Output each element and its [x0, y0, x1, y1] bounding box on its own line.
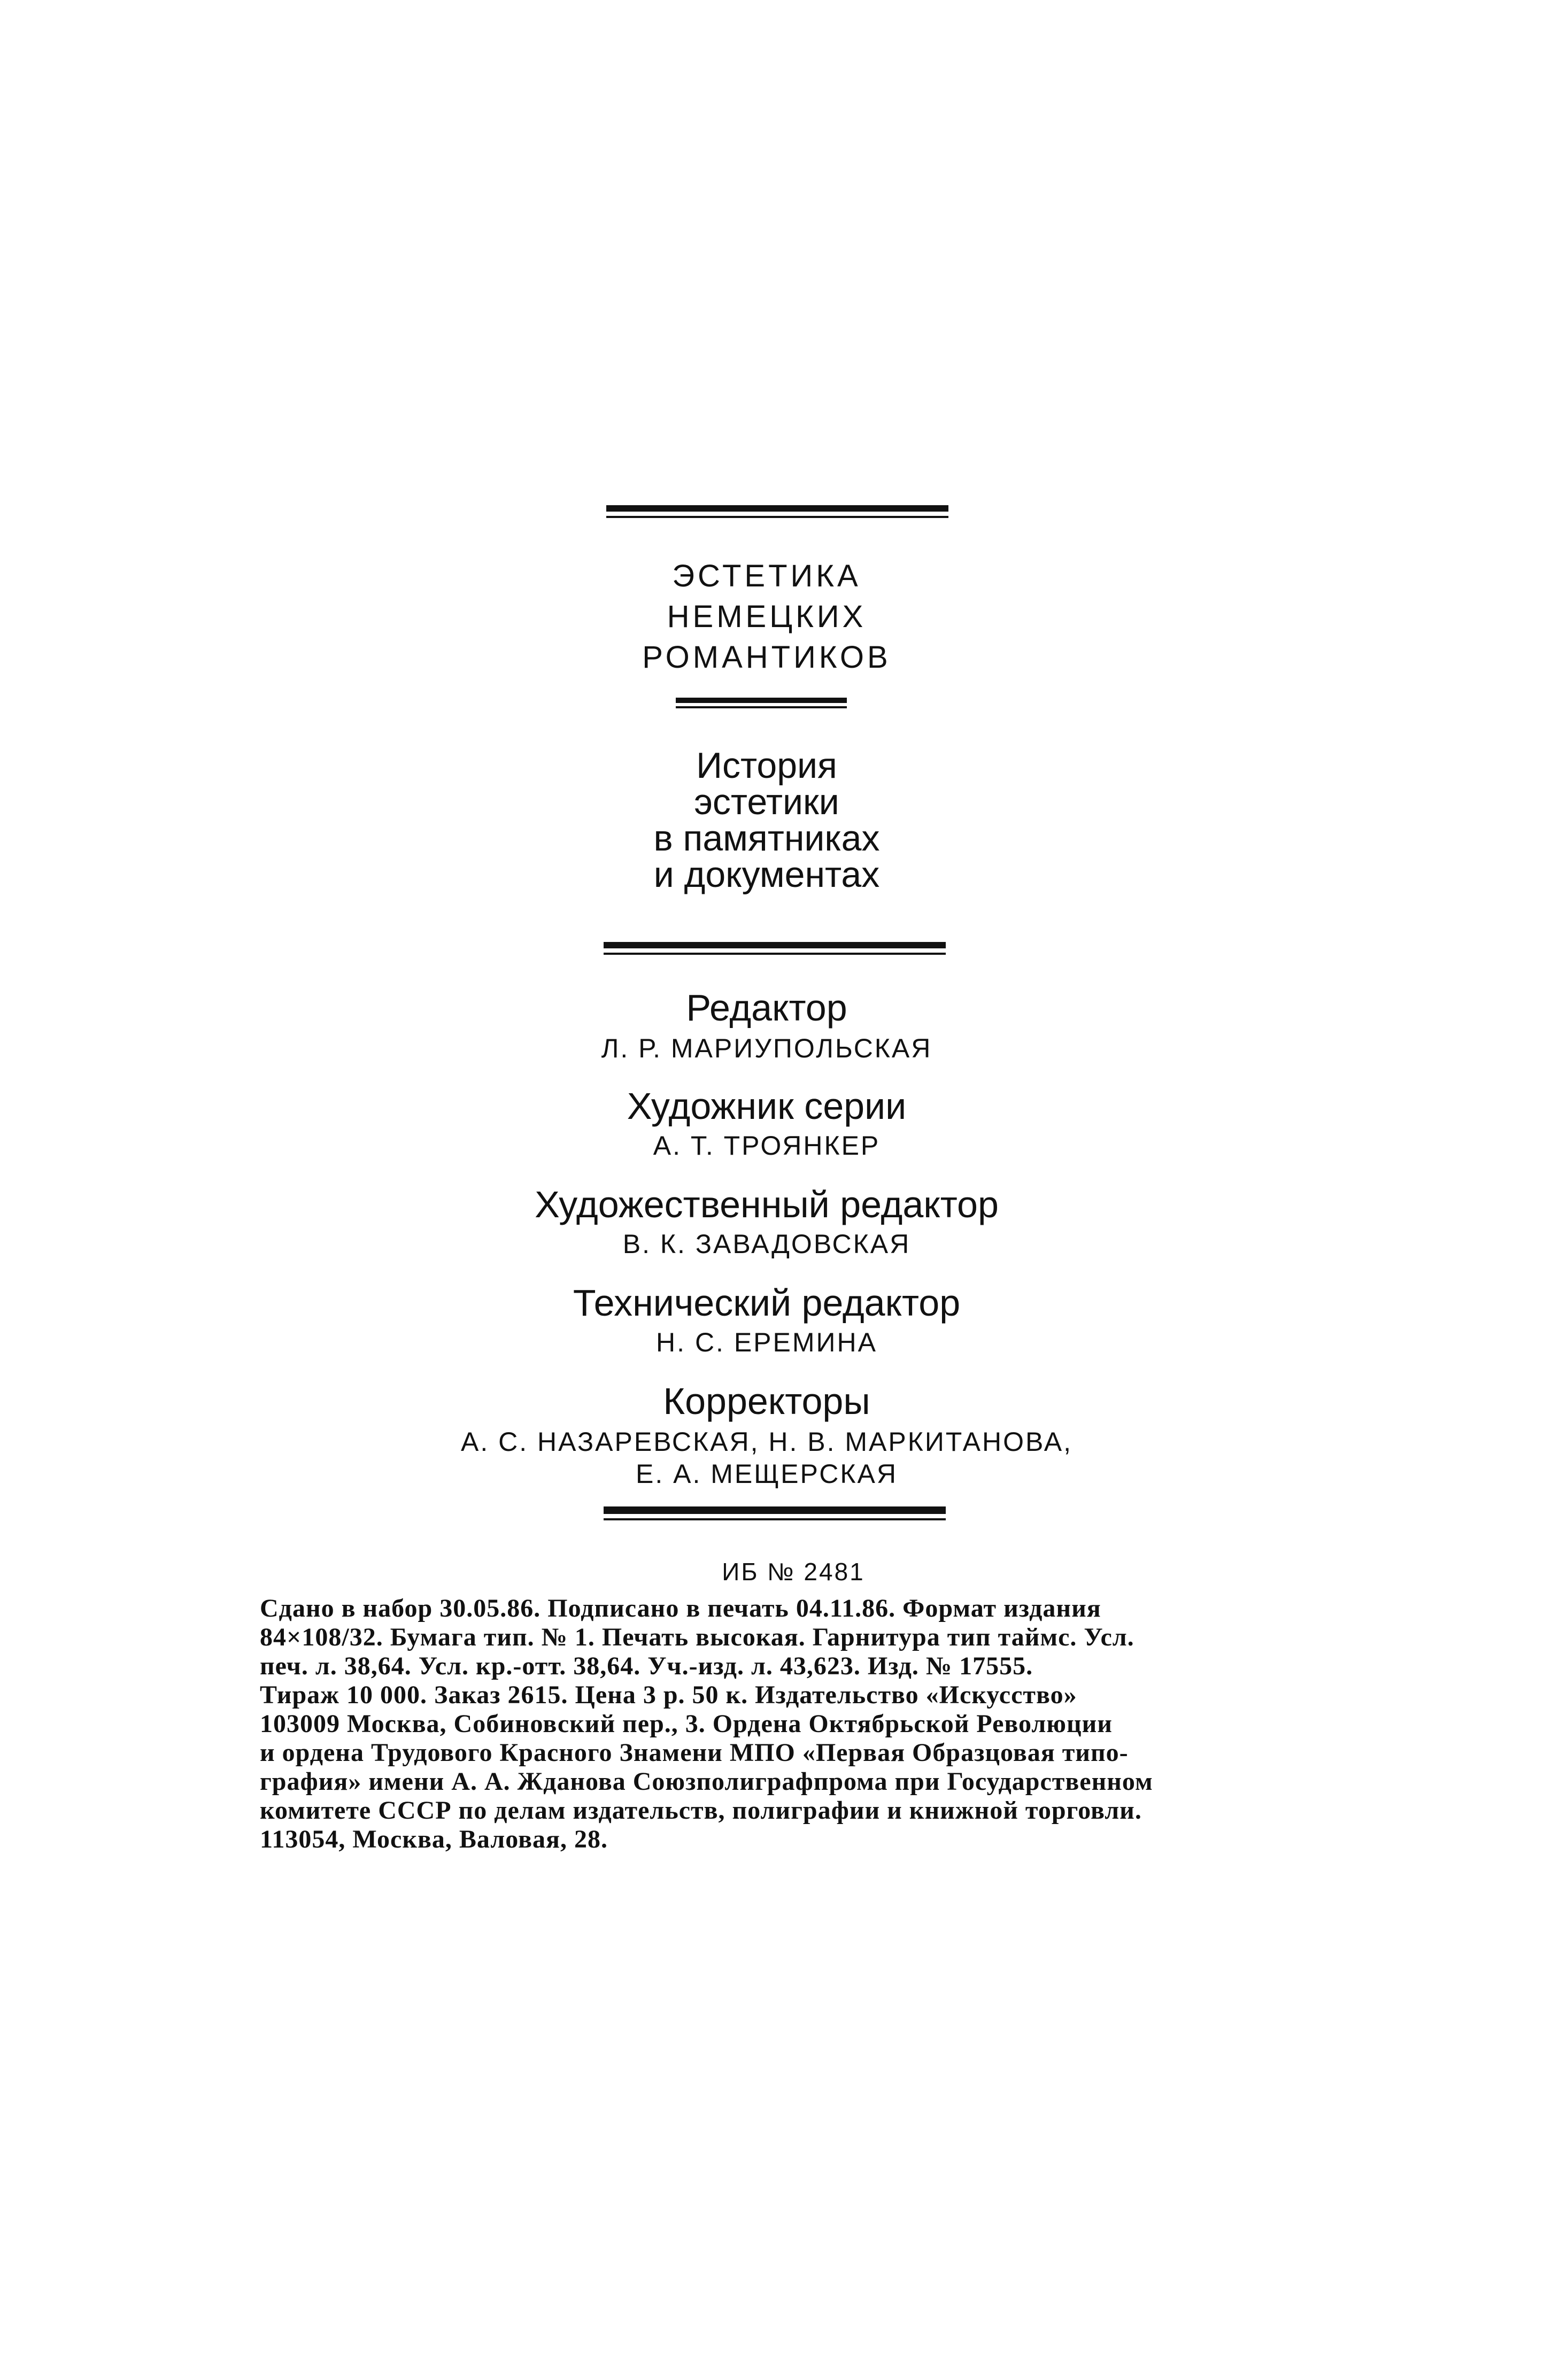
imprint-line: 84×108/32. Бумага тип. № 1. Печать высокая. Гарнитура тип таймс. Усл.	[260, 1623, 1134, 1651]
art-editor-role: Художественный редактор	[535, 1184, 999, 1225]
imprint-line: и ордена Трудового Красного Знамени МПО «Первая Образцовая типо-	[260, 1738, 1129, 1767]
book-title	[0, 556, 1539, 678]
imprint-line: графия» имени А. А. Жданова Союзполиграфпрома при Государственном	[260, 1767, 1153, 1796]
ib-number-text: ИБ № 2481	[722, 1558, 865, 1586]
imprint-block	[260, 1594, 1273, 1854]
art-editor-name: В. К. ЗАВАДОВСКАЯ	[622, 1229, 911, 1259]
imprint-line: комитете СССР по делам издательств, полиграфии и книжной торговли.	[260, 1796, 1142, 1825]
title-line-3: РОМАНТИКОВ	[642, 640, 891, 675]
credits-separator-rule	[604, 1506, 946, 1520]
imprint-line: печ. л. 38,64. Усл. кр.-отт. 38,64. Уч.-изд. л. 43,623. Изд. № 17555.	[260, 1652, 1033, 1680]
imprint-line: 113054, Москва, Валовая, 28.	[260, 1825, 608, 1853]
series-line-4: и документах	[653, 854, 880, 895]
imprint-line: 103009 Москва, Собиновский пер., 3. Ордена Октябрьской Революции	[260, 1710, 1113, 1738]
ib-number	[21, 1556, 1544, 1588]
proofreaders-role: Корректоры	[663, 1380, 870, 1422]
series-line-2: эстетики	[694, 782, 839, 822]
series-line-1: История	[696, 745, 837, 786]
proofreaders-names-line-1: А. С. НАЗАРЕВСКАЯ, Н. В. МАРКИТАНОВА,	[461, 1427, 1072, 1457]
title-separator-rule	[676, 698, 847, 708]
imprint-line: Тираж 10 000. Заказ 2615. Цена 3 р. 50 к. Издательство «Искусство»	[260, 1681, 1077, 1709]
tech-editor-role: Технический редактор	[573, 1282, 961, 1324]
proofreaders-names-line-2: Е. А. МЕЩЕРСКАЯ	[636, 1459, 898, 1489]
title-line-2: НЕМЕЦКИХ	[667, 599, 867, 634]
editor-name: Л. Р. МАРИУПОЛЬСКАЯ	[601, 1033, 932, 1063]
editor-role: Редактор	[686, 987, 847, 1029]
series-separator-rule	[604, 942, 946, 955]
top-double-rule	[606, 505, 948, 518]
series-artist-role: Художник серии	[627, 1085, 907, 1127]
tech-editor-name: Н. С. ЕРЕМИНА	[656, 1327, 877, 1357]
credits-section	[0, 986, 1539, 1490]
series-line-3: в памятниках	[653, 818, 880, 859]
title-line-1: ЭСТЕТИКА	[672, 559, 861, 593]
series-artist-name: А. Т. ТРОЯНКЕР	[653, 1131, 881, 1161]
series-title	[0, 747, 1539, 893]
imprint-line: Сдано в набор 30.05.86. Подписано в печать 04.11.86. Формат издания	[260, 1594, 1101, 1622]
